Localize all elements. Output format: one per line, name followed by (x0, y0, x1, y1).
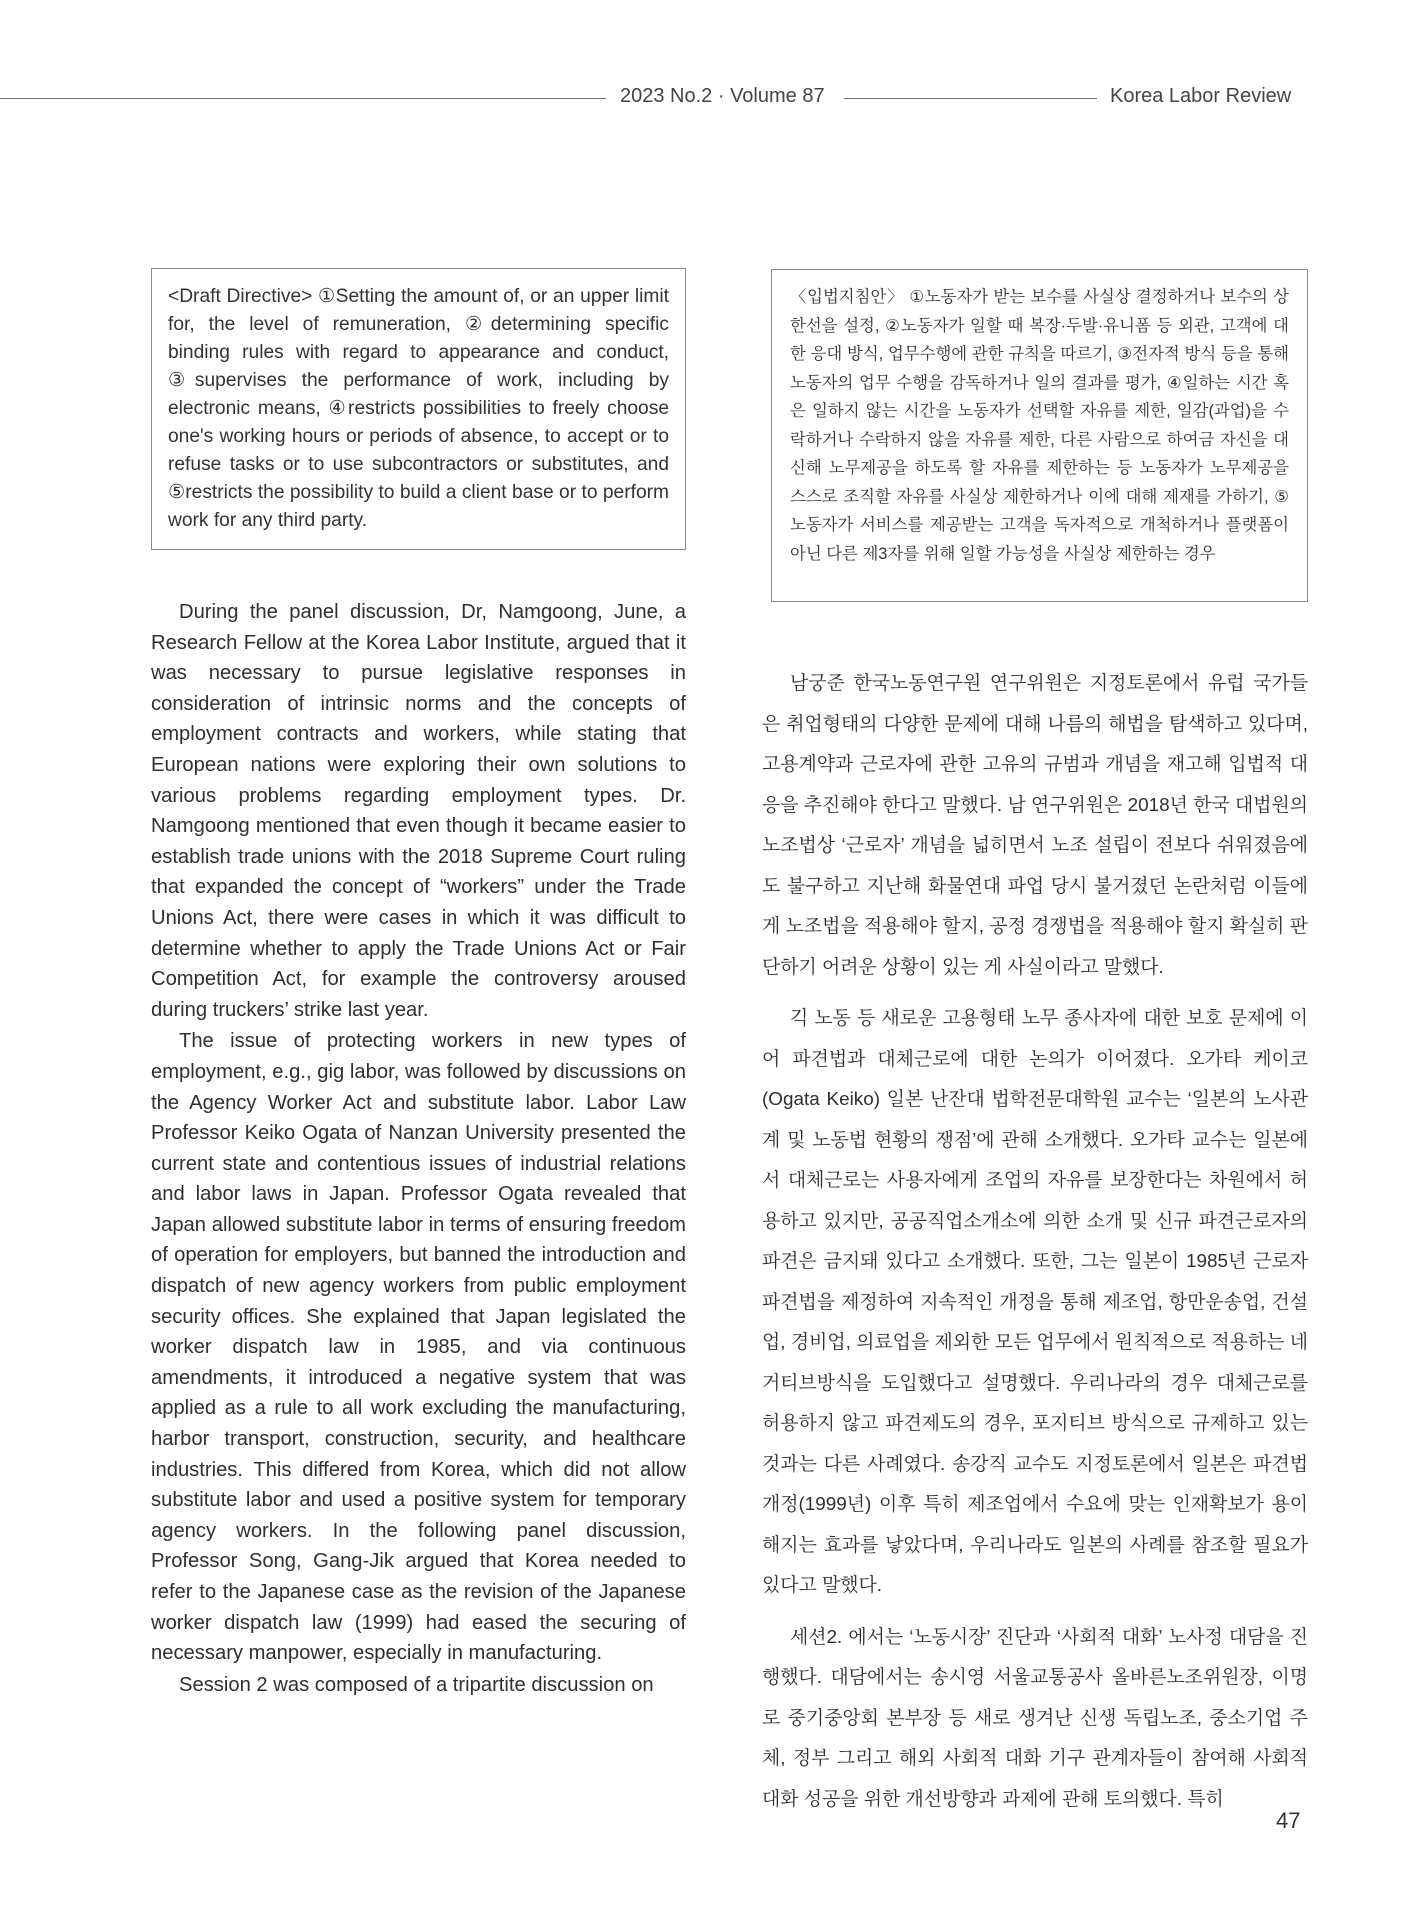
header-rule-right (844, 98, 1097, 99)
issue-info: 2023 No.2 · Volume 87 (620, 85, 825, 107)
english-paragraph-3: Session 2 was composed of a tripartite discussion on (179, 1673, 654, 1696)
draft-directive-text-korean: 〈입법지침안〉 ①노동자가 받는 보수를 사실상 결정하거나 보수의 상한선을 설정, ②노동자가 일할 때 복장·두발·유니폼 등 외관, 고객에 대한 응대 방식, 업무수행에 관한 규칙을 따르기, ③전자적 방식 등을 통해 노동자의 업무 수행을 감독하거나 일의 결과를 평가, ④일하는 시간 혹은 일하지 않는 시간을 노동자가 선택할 자유를 제한, 일감(과업)을 수락하거나 수락하지 않을 자유를 제한, 다른 사람으로 하여금 자신을 대신해 노무제공을 하도록 할 자유를 제한하는 등 노동자가 노무제공을 스스로 조직할 자유를 사실상 제한하거나 이에 대해 제재를 가하기, ⑤노동자가 서비스를 제공받는 고객을 독자적으로 개척하거나 플랫폼이 아닌 다른 제3자를 위해 일할 가능성을 사실상 제한하는 경우 (790, 288, 1289, 563)
english-paragraph-1: During the panel discussion, Dr, Namgoong, June, a Research Fellow at the Korea Labor Institute, argued that it was necessary to pursue legislative responses in consideration of intrinsic norms and the concepts of employment contracts and workers, while stating that European nations were exploring their own solutions to various problems regarding employment types. Dr. Namgoong mentioned that even though it became easier to establish trade unions with the 2018 Supreme Court ruling that expanded the concept of “workers” under the Trade Unions Act, there were cases in which it was difficult to determine whether to apply the Trade Unions Act or Fair Competition Act, for example the controversy aroused during truckers’ strike last year. (151, 601, 686, 1021)
running-header (0, 84, 1410, 112)
page-number: 47 (1276, 1808, 1301, 1833)
draft-directive-box-english (151, 268, 686, 550)
korean-paragraph-2: 긱 노동 등 새로운 고용형태 노무 종사자에 대한 보호 문제에 이어 파견법과 대체근로에 대한 논의가 이어졌다. 오가타 케이코(Ogata Keiko) 일본 난잔대 법학전문대학원 교수는 ‘일본의 노사관계 및 노동법 현황의 쟁점’에 관해 소개했다. 오가타 교수는 일본에서 대체근로는 사용자에게 조업의 자유를 보장한다는 차원에서 허용하고 있지만, 공공직업소개소에 의한 소개 및 신규 파견근로자의 파견은 금지돼 있다고 소개했다. 또한, 그는 일본이 1985년 근로자파견법을 제정하여 지속적인 개정을 통해 제조업, 항만운송업, 건설업, 경비업, 의료업을 제외한 모든 업무에서 원칙적으로 적용하는 네거티브방식을 도입했다고 설명했다. 우리나라의 경우 대체근로를 허용하지 않고 파견제도의 경우, 포지티브 방식으로 규제하고 있는 것과는 다른 사례였다. 송강직 교수도 지정토론에서 일본은 파견법 개정(1999년) 이후 특히 제조업에서 수요에 맞는 인재확보가 용이해지는 효과를 낳았다며, 우리나라도 일본의 사례를 참조할 필요가 있다고 말했다. (762, 1008, 1308, 1596)
draft-directive-text-english: <Draft Directive> ①Setting the amount of, or an upper limit for, the level of remuneration, ②determining specific binding rules with regard to appearance and conduct, ③supervises the performance of work, including by electronic means, ④restricts possibilities to freely choose one's working hours or periods of absence, to accept or to refuse tasks or to use subcontractors or substitutes, and ⑤restricts the possibility to build a client base or to perform work for any third party. (168, 286, 669, 531)
header-rule-left (0, 98, 606, 99)
draft-directive-box-korean (771, 269, 1308, 602)
english-paragraph-2: The issue of protecting workers in new types of employment, e.g., gig labor, was followed by discussions on the Agency Worker Act and substitute labor. Labor Law Professor Keiko Ogata of Nanzan University presented the current state and contentious issues of industrial relations and labor laws in Japan. Professor Ogata revealed that Japan allowed substitute labor in terms of ensuring freedom of operation for employers, but banned the introduction and dispatch of new agency workers from public employment security offices. She explained that Japan legislated the worker dispatch law in 1985, and via continuous amendments, it introduced a negative system that was applied as a rule to all work excluding the manufacturing, harbor transport, construction, security, and healthcare industries. This differed from Korea, which did not allow substitute labor and used a positive system for temporary agency workers. In the following panel discussion, Professor Song, Gang-Jik argued that Korea needed to refer to the Japanese case as the revision of the Japanese worker dispatch law (1999) had eased the securing of necessary manpower, especially in manufacturing. (151, 1030, 686, 1665)
korean-paragraph-3: 세션2. 에서는 ‘노동시장’ 진단과 ‘사회적 대화’ 노사정 대담을 진행했다. 대담에서는 송시영 서울교통공사 올바른노조위원장, 이명로 중기중앙회 본부장 등 새로 생겨난 신생 독립노조, 중소기업 주체, 정부 그리고 해외 사회적 대화 기구 관계자들이 참여해 사회적 대화 성공을 위한 개선방향과 과제에 관해 토의했다. 특히 (762, 1626, 1308, 1810)
korean-column (762, 664, 1308, 1820)
english-column (151, 597, 686, 1700)
journal-title: Korea Labor Review (1110, 85, 1292, 107)
korean-paragraph-1: 남궁준 한국노동연구원 연구위원은 지정토론에서 유럽 국가들은 취업형태의 다양한 문제에 대해 나름의 해법을 탐색하고 있다며, 고용계약과 근로자에 관한 고유의 규범과 개념을 재고해 입법적 대응을 추진해야 한다고 말했다. 남 연구위원은 2018년 한국 대법원의 노조법상 ‘근로자’ 개념을 넓히면서 노조 설립이 전보다 쉬워졌음에도 불구하고 지난해 화물연대 파업 당시 불거졌던 논란처럼 이들에게 노조법을 적용해야 할지, 공정 경쟁법을 적용해야 할지 확실히 판단하기 어려운 상황이 있는 게 사실이라고 말했다. (762, 673, 1308, 978)
